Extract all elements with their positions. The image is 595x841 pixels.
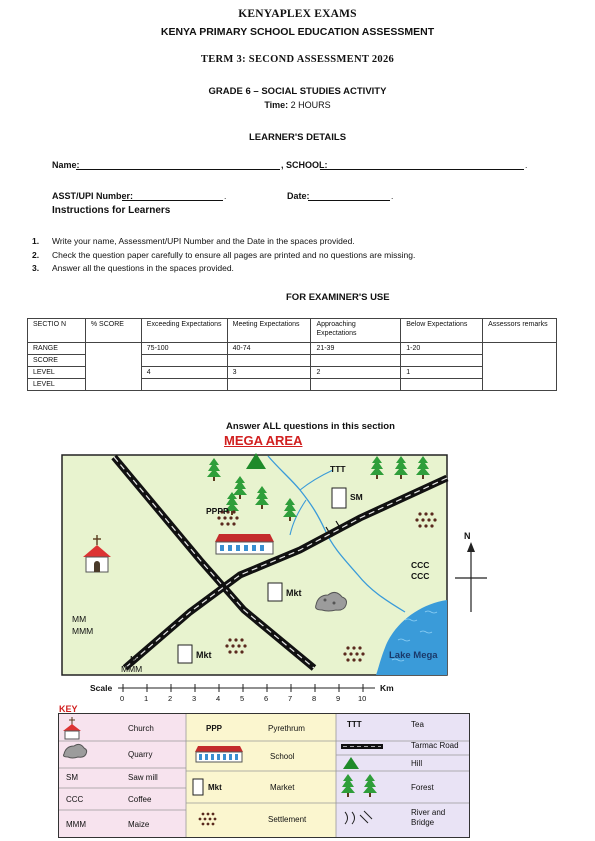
table-cell: 1 bbox=[401, 367, 483, 379]
term-title: TERM 3: SECOND ASSESSMENT 2026 bbox=[200, 54, 395, 65]
header-cell: Meeting Expectations bbox=[227, 319, 311, 343]
scale-tick: 7 bbox=[288, 694, 293, 703]
scale-label: Scale bbox=[90, 683, 113, 693]
time-label: Time: bbox=[264, 100, 289, 110]
scale-tick: 0 bbox=[120, 694, 125, 703]
scale-tick: 4 bbox=[216, 694, 221, 703]
table-cell: 4 bbox=[141, 367, 227, 379]
map-maize-label-3: M bbox=[130, 654, 138, 664]
key-forest-label: Forest bbox=[411, 783, 434, 792]
key-school-label: School bbox=[270, 752, 295, 761]
header-cell: Exceeding Expectations bbox=[141, 319, 227, 343]
instruction-item: 1. Write your name, Assessment/UPI Number and the Date in the spaces provided. bbox=[32, 236, 355, 246]
upi-end-dot: . bbox=[224, 191, 227, 201]
key-maize-label: Maize bbox=[128, 820, 150, 829]
key-mmm-symbol: MMM bbox=[66, 820, 86, 829]
instructions-title: Instructions for Learners bbox=[52, 205, 171, 216]
key-box bbox=[58, 713, 470, 838]
map-maize-label-4: MMM bbox=[121, 664, 143, 674]
map-coffee-label-2: CCC bbox=[411, 571, 430, 581]
header-cell: SECTIO N bbox=[28, 319, 86, 343]
key-title: KEY bbox=[59, 704, 78, 714]
map-coffee-label: CCC bbox=[411, 560, 430, 570]
scale-tick: 6 bbox=[264, 694, 269, 703]
table-cell: 40-74 bbox=[227, 343, 311, 355]
scale-tick: 3 bbox=[192, 694, 197, 703]
scale-unit: Km bbox=[380, 683, 394, 693]
row-label: RANGE bbox=[28, 343, 86, 355]
scale-tick: 1 bbox=[144, 694, 149, 703]
key-pyrethrum-label: Pyrethrum bbox=[268, 724, 305, 733]
learner-details-title: LEARNER'S DETAILS bbox=[248, 132, 347, 143]
table-cell: 1-20 bbox=[401, 343, 483, 355]
key-mkt-symbol: Mkt bbox=[208, 783, 222, 792]
row-label: LEVEL bbox=[28, 379, 86, 391]
key-coffee-label: Coffee bbox=[128, 795, 152, 804]
scale-tick: 2 bbox=[168, 694, 173, 703]
key-sawmill-label: Saw mill bbox=[128, 773, 158, 782]
row-label: LEVEL bbox=[28, 367, 86, 379]
assessment-title: KENYA PRIMARY SCHOOL EDUCATION ASSESSMENT bbox=[160, 26, 435, 38]
header-cell: Below Expectations bbox=[401, 319, 483, 343]
map-lake-label: Lake Mega bbox=[389, 650, 438, 661]
key-river-label: River and Bridge bbox=[411, 808, 446, 827]
map-sawmill-label: SM bbox=[350, 492, 363, 502]
market-box-1 bbox=[268, 583, 282, 601]
school-label: , SCHOOL: bbox=[281, 160, 328, 170]
map-maize-label: MM bbox=[72, 614, 87, 624]
scale-tick: 5 bbox=[240, 694, 245, 703]
header-cell: Approaching Expectations bbox=[311, 319, 401, 343]
exam-org: KENYAPLEX EXAMS bbox=[238, 8, 357, 20]
key-tea-label: Tea bbox=[411, 720, 424, 729]
key-church-label: Church bbox=[128, 724, 154, 733]
map-market-label-2: Mkt bbox=[196, 650, 212, 660]
table-cell: 3 bbox=[227, 367, 311, 379]
key-ttt-symbol: TTT bbox=[347, 720, 362, 729]
north-arrow bbox=[455, 542, 487, 612]
grade-title: GRADE 6 – SOCIAL STUDIES ACTIVITY bbox=[208, 86, 387, 97]
date-label: Date: bbox=[287, 191, 310, 201]
map-pyrethrum-label: PPPP bbox=[206, 506, 229, 516]
north-label: N bbox=[464, 531, 471, 541]
market-box-2 bbox=[178, 645, 192, 663]
section-instruction: Answer ALL questions in this section bbox=[226, 421, 395, 432]
instruction-item: 3. Answer all the questions in the spaces provided. bbox=[32, 263, 234, 273]
map-tea-label: TTT bbox=[330, 464, 346, 474]
table-cell: 75-100 bbox=[141, 343, 227, 355]
header-cell: % SCORE bbox=[85, 319, 141, 343]
scale-tick: 10 bbox=[358, 694, 367, 703]
key-tarmac-label: Tarmac Road bbox=[411, 741, 459, 750]
key-sm-symbol: SM bbox=[66, 773, 78, 782]
row-label: SCORE bbox=[28, 355, 86, 367]
scale-bar bbox=[118, 684, 375, 692]
map-title: MEGA AREA bbox=[224, 433, 303, 448]
school-symbol bbox=[215, 534, 274, 554]
scale-tick: 9 bbox=[336, 694, 341, 703]
name-label: Name: bbox=[52, 160, 80, 170]
scale-tick: 8 bbox=[312, 694, 317, 703]
date-end-dot: . bbox=[391, 191, 394, 201]
key-ppp-symbol: PPP bbox=[206, 724, 223, 733]
upi-label: ASST/UPI Number: bbox=[52, 191, 134, 201]
time-value: 2 HOURS bbox=[290, 100, 331, 110]
key-hill-label: Hill bbox=[411, 759, 423, 768]
key-market-label: Market bbox=[270, 783, 295, 792]
key-settlement-label: Settlement bbox=[268, 815, 307, 824]
table-cell: 2 bbox=[311, 367, 401, 379]
examiner-title: FOR EXAMINER'S USE bbox=[286, 292, 390, 303]
map-maize-label-2: MMM bbox=[72, 626, 94, 636]
key-quarry-label: Quarry bbox=[128, 750, 153, 759]
map-market-label: Mkt bbox=[286, 588, 302, 598]
header-cell: Assessors remarks bbox=[483, 319, 557, 343]
instruction-item: 2. Check the question paper carefully to ensure all pages are printed and no questions are missing. bbox=[32, 249, 416, 260]
sawmill-box bbox=[332, 488, 346, 508]
table-cell: 21-39 bbox=[311, 343, 401, 355]
school-end-dot: . bbox=[525, 160, 528, 170]
key-ccc-symbol: CCC bbox=[66, 795, 84, 804]
